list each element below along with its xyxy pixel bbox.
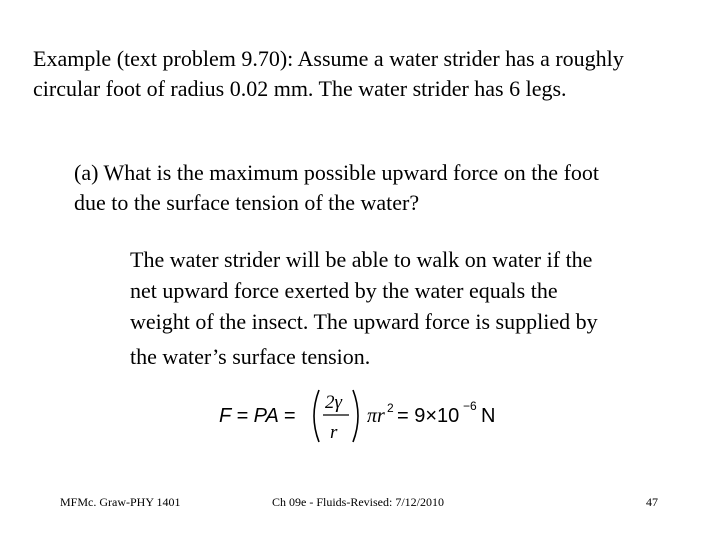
problem-intro: [33, 44, 624, 104]
question-line: due to the surface tension of the water?: [74, 190, 420, 215]
left-paren: [314, 390, 319, 442]
answer-line: The water strider will be able to walk on water if the: [130, 247, 593, 272]
answer-text: [130, 244, 598, 372]
fraction-numerator: 2γ: [325, 392, 342, 413]
question-line: (a) What is the maximum possible upward force on the foot: [74, 160, 600, 185]
equation-lhs: F = PA =: [219, 405, 296, 427]
right-paren: [353, 390, 358, 442]
unit: N: [481, 405, 496, 427]
force-equation: [215, 384, 505, 448]
value-exponent: −6: [463, 399, 477, 413]
footer-course: MFMc. Graw-PHY 1401: [60, 495, 181, 509]
r-exponent: 2: [387, 401, 394, 415]
intro-line: Example (text problem 9.70): Assume a water strider has a roughly: [33, 46, 624, 71]
question-a: [74, 158, 599, 218]
page-number: 47: [646, 495, 658, 509]
intro-line: circular foot of radius 0.02 mm. The water strider has 6 legs.: [33, 76, 567, 101]
answer-line: the water’s surface tension.: [130, 344, 371, 369]
pi-r: πr: [367, 405, 385, 427]
answer-line: net upward force exerted by the water equals the: [130, 278, 558, 303]
answer-line: weight of the insect. The upward force is supplied by: [130, 309, 598, 334]
footer-chapter: Ch 09e - Fluids-Revised: 7/12/2010: [272, 495, 444, 509]
equation-value: = 9×10: [397, 405, 460, 427]
fraction-denominator: r: [330, 422, 338, 443]
